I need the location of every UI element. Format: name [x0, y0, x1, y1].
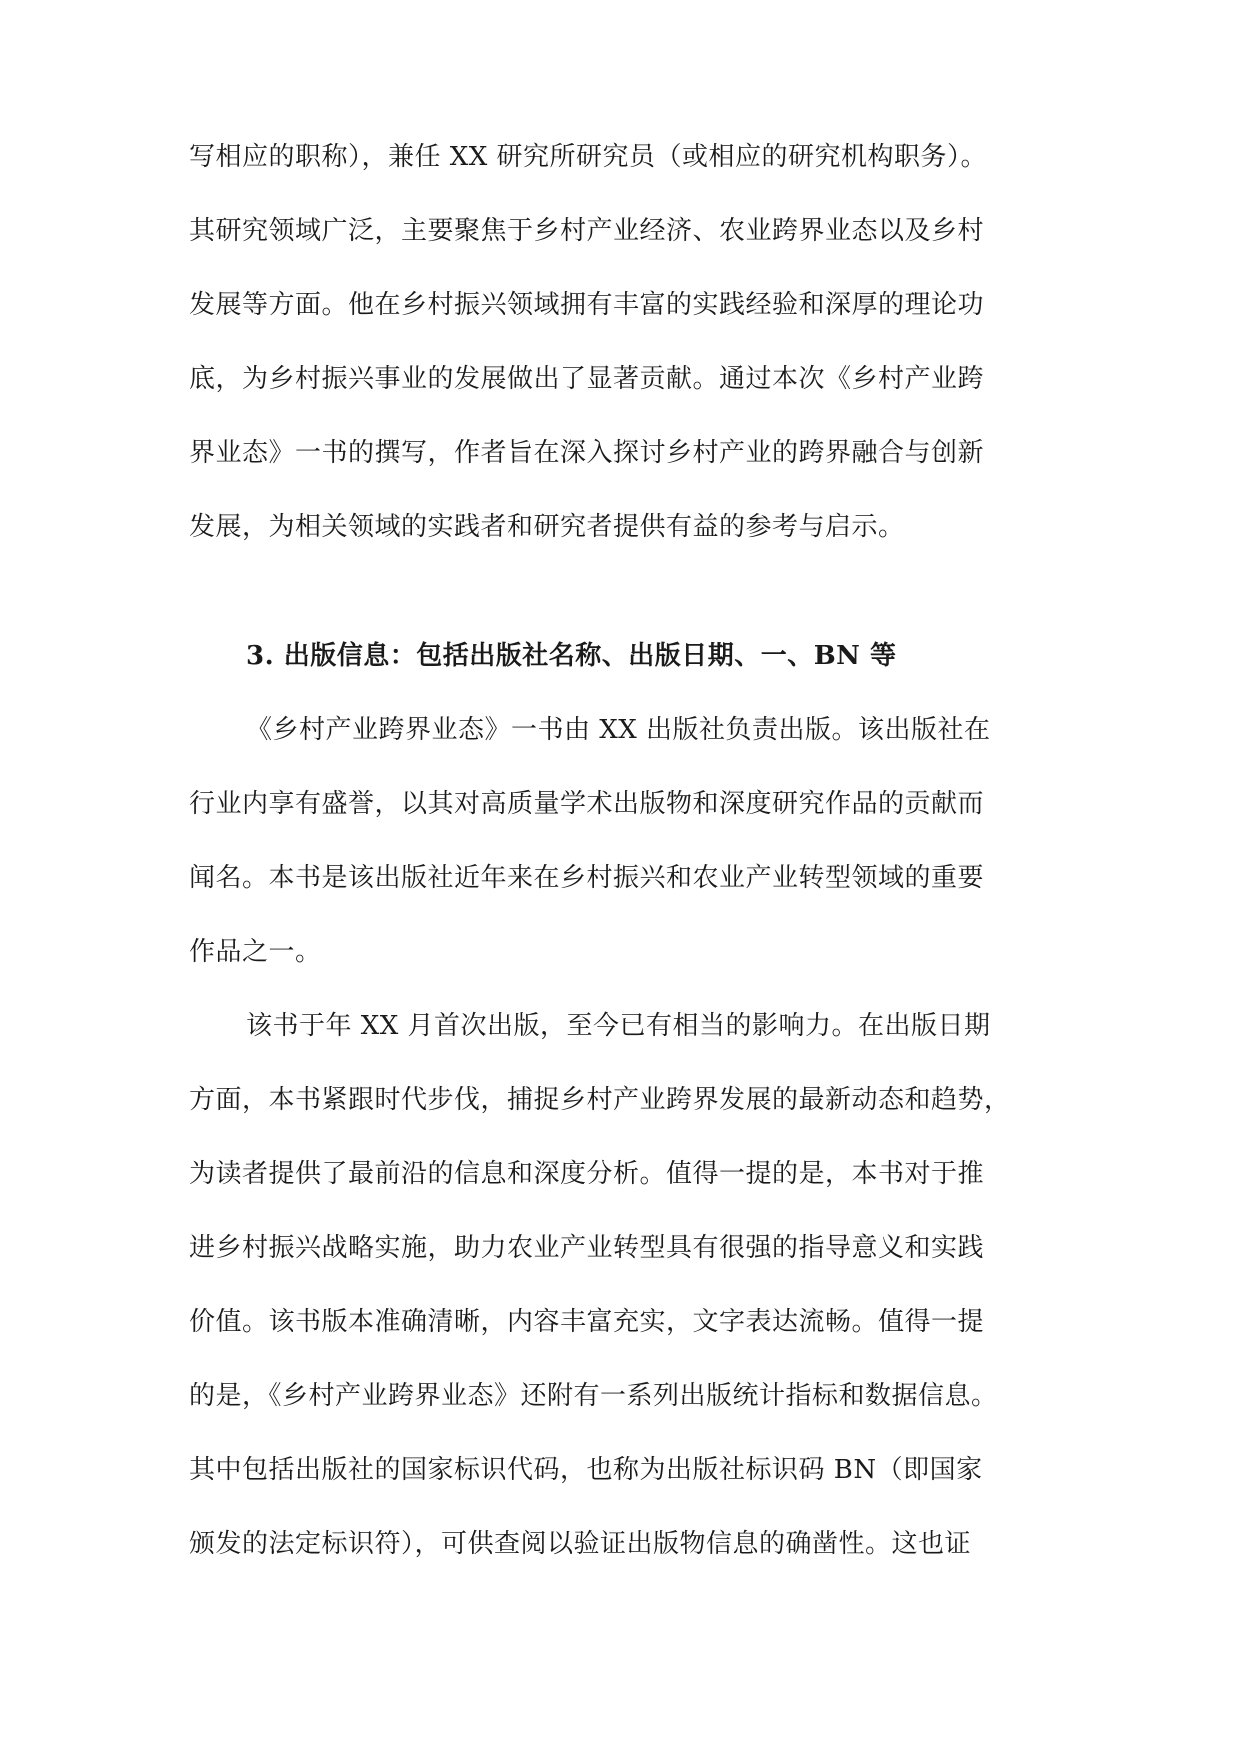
- section-heading: 3. 出版信息：包括出版社名称、出版日期、一、BN 等: [246, 641, 897, 671]
- body-text-line: 方面，本书紧跟时代步伐，捕捉乡村产业跨界发展的最新动态和趋势，: [189, 1085, 1011, 1115]
- body-text-line: 进乡村振兴战略实施，助力农业产业转型具有很强的指导意义和实践: [189, 1233, 985, 1263]
- body-text-line: 发展等方面。他在乡村振兴领域拥有丰富的实践经验和深厚的理论功: [189, 290, 985, 320]
- body-text-line: 写相应的职称），兼任 XX 研究所研究员（或相应的研究机构职务）。: [189, 142, 988, 172]
- body-text-line: 其中包括出版社的国家标识代码，也称为出版社标识码 BN（即国家: [189, 1455, 983, 1485]
- body-text-line: 其研究领域广泛，主要聚焦于乡村产业经济、农业跨界业态以及乡村: [189, 216, 985, 246]
- body-text-line: 价值。该书版本准确清晰，内容丰富充实，文字表达流畅。值得一提: [189, 1307, 985, 1337]
- body-text-line: 底，为乡村振兴事业的发展做出了显著贡献。通过本次《乡村产业跨: [189, 364, 985, 394]
- body-text-line: 《乡村产业跨界业态》一书由 XX 出版社负责出版。该出版社在: [246, 715, 991, 745]
- body-text-line: 为读者提供了最前沿的信息和深度分析。值得一提的是，本书对于推: [189, 1159, 985, 1189]
- body-text-line: 行业内享有盛誉，以其对高质量学术出版物和深度研究作品的贡献而: [189, 789, 985, 819]
- body-text-line: 界业态》一书的撰写，作者旨在深入探讨乡村产业的跨界融合与创新: [189, 438, 985, 468]
- body-text-line: 颁发的法定标识符），可供查阅以验证出版物信息的确凿性。这也证: [189, 1529, 972, 1559]
- body-text-line: 闻名。本书是该出版社近年来在乡村振兴和农业产业转型领域的重要: [189, 863, 985, 893]
- body-text-line: 发展，为相关领域的实践者和研究者提供有益的参考与启示。: [189, 512, 905, 542]
- body-text-line: 该书于年 XX 月首次出版，至今已有相当的影响力。在出版日期: [246, 1011, 991, 1041]
- body-text-line: 的是，《乡村产业跨界业态》还附有一系列出版统计指标和数据信息。: [189, 1381, 998, 1411]
- body-text-line: 作品之一。: [189, 937, 322, 967]
